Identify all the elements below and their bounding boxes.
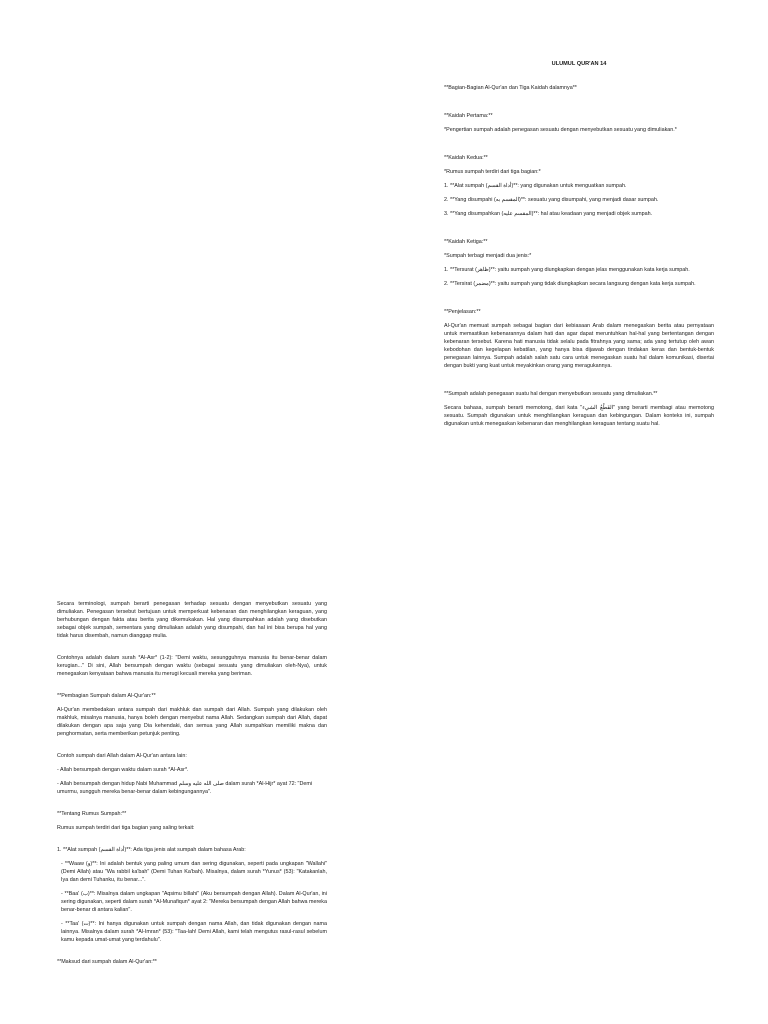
kaidah-kedua-intro: *Rumus sumpah terdiri dari tiga bagian:* [444,169,541,175]
kaidah-kedua-heading: **Kaidah Kedua:** [444,155,488,161]
pembagian-heading: **Pembagian Sumpah dalam Al-Qur'an:** [57,693,156,699]
list-item: 2. **Yang disumpahi (المقسم به)**: sesuatu yang disumpahi, yang menjadi dasar sumpah. [444,197,659,203]
kaidah-ketiga-heading: **Kaidah Ketiga:** [444,239,488,245]
list-item: 1. **Tersurat (ظاهر)**: yaitu sumpah yang diungkapkan dengan jelas menggunakan kata kerja sumpah. [444,267,690,273]
alat-sumpah-heading: 1. **Alat sumpah (أداة القسم)**: Ada tiga jenis alat sumpah dalam bahasa Arab: [57,847,246,853]
document-page-top [444,60,714,434]
kaidah-ketiga-intro: *Sumpah terbagi menjadi dua jenis:* [444,253,532,259]
list-item: 2. **Tersirat (مضمر)**: yaitu sumpah yang tidak diungkapkan secara langsung dengan kata kerja sumpah. [444,281,696,287]
list-item: - **Baa' (ب)**: Misalnya dalam ungkapan "Aqsimu billahi" (Aku bersumpah dengan Allah). Dalam Al-Qur'an, ini sering digunakan, seperti dalam surah *Al-Munafiqun* ayat 2: "Mereka bersumpah dengan Allah bahwa mereka benar-benar di antara kalian". [61,891,327,913]
list-item: - **Waaw (و)**: Ini adalah bentuk yang paling umum dan sering digunakan, seperti pada ungkapan "Wallahi" (Demi Allah) atau "Wa rabbil ka'bah" (Demi Tuhan Ka'bah). Misalnya, dalam surah *Yunus* (53): "Katakanlah, Iya dan demi Tuhanku, itu benar...". [61,861,327,883]
rumus-intro: Rumus sumpah terdiri dari tiga bagian yang saling terkait: [57,825,195,831]
document-subtitle: **Bagian-Bagian Al-Qur'an dan Tiga Kaidah dalamnya** [444,85,577,91]
document-page-bottom [57,600,327,972]
sumpah-paragraph: Secara bahasa, sumpah berarti memotong, dari kata "القَطْعُ الشيء" yang berarti membagi atau memotong sesuatu. Sumpah digunakan untuk menghilangkan keraguan dan kebingungan. Dalam konteks ini, sumpah digunakan untuk menegaskan kebenaran dan menghilangkan keraguan tentang suatu hal. [444,405,715,427]
rumus-heading: **Tentang Rumus Sumpah:** [57,811,127,817]
list-item: 3. **Yang disumpahkan (المقسم عليه)**: hal atau keadaan yang menjadi objek sumpah. [444,211,653,217]
kaidah-pertama-heading: **Kaidah Pertama:** [444,113,493,119]
sumpah-heading: **Sumpah adalah penegasan suatu hal dengan menyebutkan sesuatu yang dimuliakan.** [444,391,658,397]
list-item: 1. **Alat sumpah (أداة القسم)**: yang digunakan untuk menguatkan sumpah. [444,183,627,189]
maksud-heading: **Maksud dari sumpah dalam Al-Qur'an:** [57,959,157,965]
kaidah-pertama-text: *Pengertian sumpah adalah penegasan sesuatu dengan menyebutkan sesuatu yang dimuliakan.* [444,127,677,133]
list-item: - Allah bersumpah dengan hidup Nabi Muhammad صلى الله عليه وسلم dalam surah *Al-Hijr* ayat 72: "Demi umurmu, sungguh mereka benar-benar dalam kebingungannya". [57,781,313,795]
penjelasan-paragraph: Al-Qur'an memuat sumpah sebagai bagian dari kebiasaan Arab dalam menegaskan berita atau pernyataan untuk memastikan kebenarannya dalam hati dan agar dapat meruntuhkan hal-hal yang bertentangan dengan kebenaran tersebut. Karena hati manusia tidak selalu pada fitrahnya yang sama; ada yang tertutup oleh awan kebodohan dan kegelapan kebatilan, yang hanya bisa dijawab dengan tindakan keras dan bentuk-bentuk penegasan lainnya. Sumpah adalah salah satu cara untuk menegaskan suatu hal dalam komunikasi, disertai dengan bukti yang kuat untuk meyakinkan orang yang meragukannya. [444,323,714,369]
terminologi-paragraph: Secara terminologi, sumpah berarti penegasan terhadap sesuatu dengan menyebutkan sesuatu yang dimuliakan. Penegasan tersebut bertujuan untuk memperkuat kebenaran dan menghilangkan keraguan, yang berhubungan dengan fakta atau berita yang dikemukakan. Hal yang disumpahkan adalah yang disebutkan sebagai objek sumpah, sementara yang dimuliakan adalah yang disumpahi, dan hal ini bisa berupa hal yang tidak harus disembah, namun dianggap mulia. [57,601,327,639]
list-item: - Allah bersumpah dengan waktu dalam surah *Al-Asr*. [57,767,189,773]
page-title: ULUMUL QUR'AN 14 [551,61,607,67]
contoh-allah-intro: Contoh sumpah dari Allah dalam Al-Qur'an antara lain: [57,753,187,759]
penjelasan-heading: **Penjelasan:** [444,309,481,315]
contoh-paragraph: Contohnya adalah dalam surah *Al-Asr* (1-2): "Demi waktu, sesungguhnya manusia itu benar-benar dalam kerugian..." Di sini, Allah bersumpah dengan waktu (sebagai sesuatu yang dimuliakan oleh-Nya), untuk menegaskan kenyataan bahwa manusia itu merugi kecuali mereka yang beriman. [57,655,327,677]
pembagian-paragraph: Al-Qur'an membedakan antara sumpah dari makhluk dan sumpah dari Allah. Sumpah yang dilakukan oleh makhluk, misalnya manusia, hanya boleh dengan menyebut nama Allah. Sedangkan sumpah dari Allah, dapat dilakukan dengan apa saja yang Dia kehendaki, dan semua yang Allah sumpahkan memiliki makna dan penghormatan, serta memberikan petunjuk penting. [57,707,327,737]
list-item: - **Taa' (ت)**: Ini hanya digunakan untuk sumpah dengan nama Allah, dan tidak digunakan dengan nama lainnya. Misalnya dalam surah *Al-Imran* (53): "Taa-lah! Demi Allah, kami telah mengutus rasul-rasul sebelum kamu kepada umat-umat yang terdahulu". [61,921,327,943]
